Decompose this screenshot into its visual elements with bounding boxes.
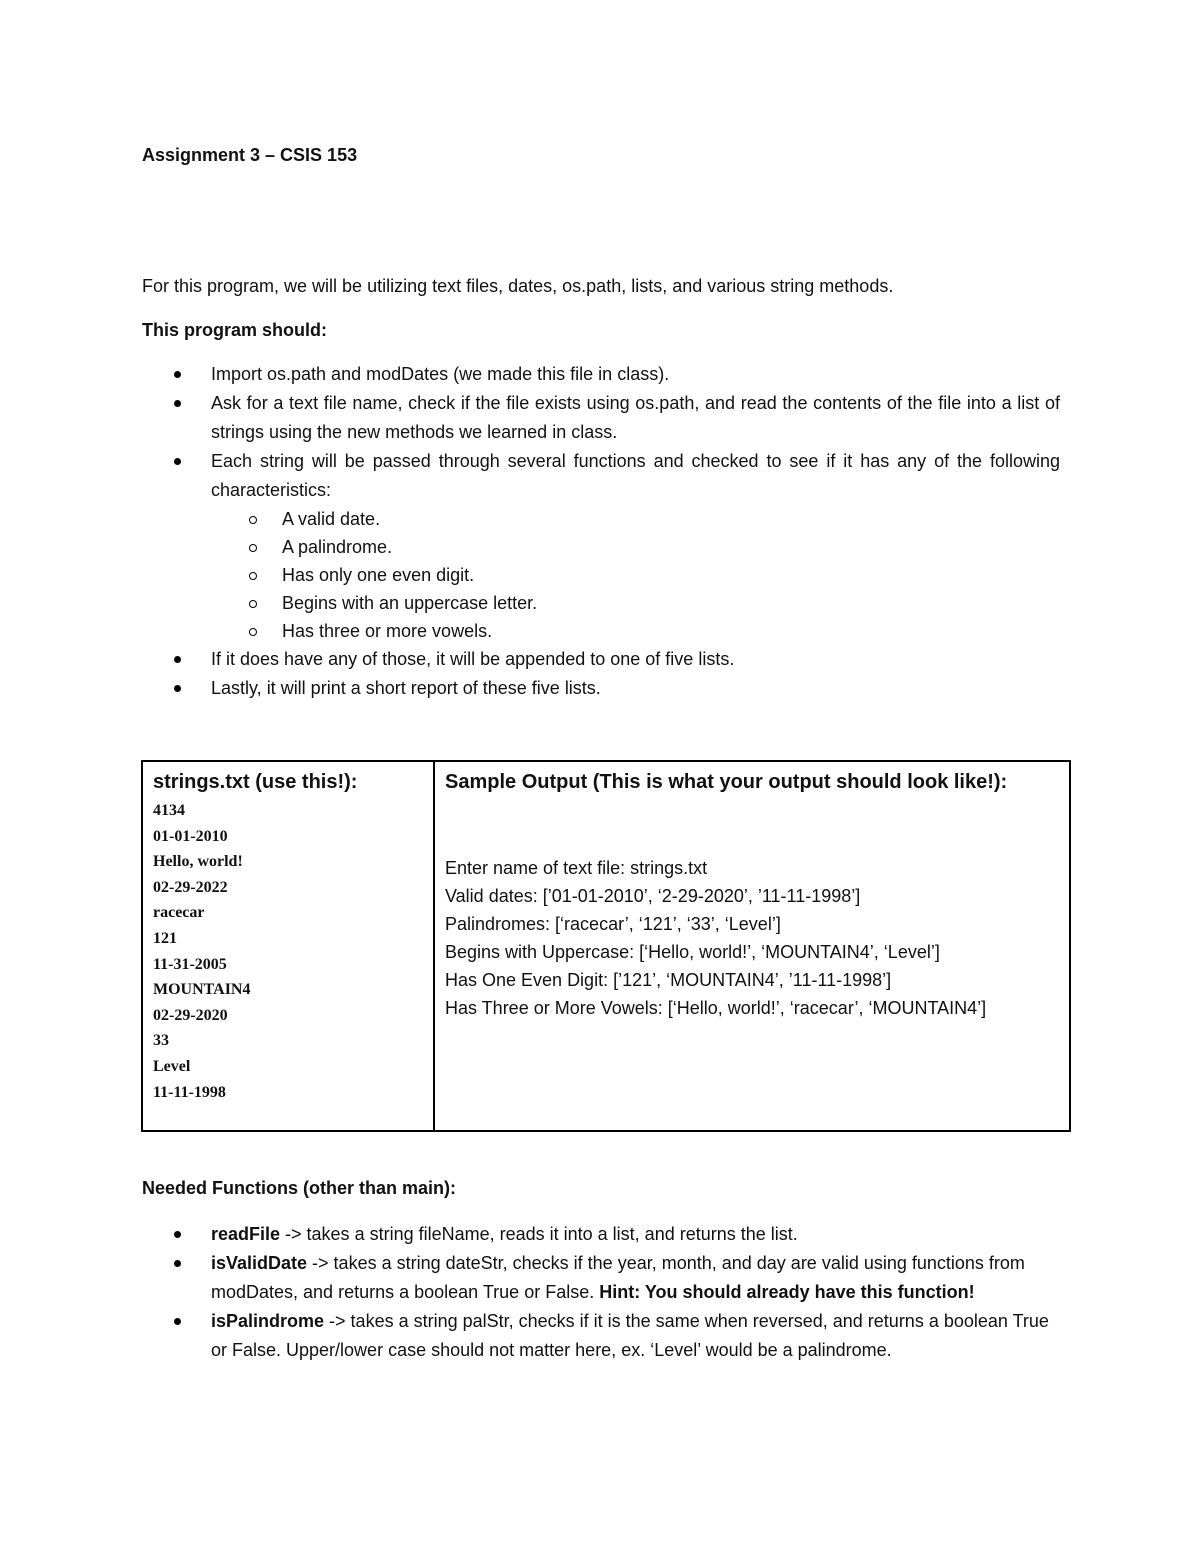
string-line: 02-29-2022: [153, 878, 228, 896]
output-line: Has Three or More Vowels: [‘Hello, world!’, ‘racecar’, ‘MOUNTAIN4’]: [445, 998, 987, 1018]
function-description: -> takes a string palStr, checks if it is the same when reversed, and returns a boolean True or False. Upper/lower case should not matter here, ex. ‘Level’ would be a palindrome.: [211, 1311, 1049, 1360]
string-line: racecar: [153, 904, 205, 922]
sample-output-heading: Sample Output (This is what your output should look like!):: [445, 771, 1008, 793]
bullet-icon: [174, 371, 181, 378]
strings-cell: [142, 761, 434, 1131]
bullet-icon: [174, 685, 181, 692]
string-line: Level: [153, 1057, 191, 1075]
string-line: 11-31-2005: [153, 955, 227, 973]
list-item: Ask for a text file name, check if the file exists using os.path, and read the contents of the file into a list of strings using the new methods we learned in class.: [142, 389, 1060, 447]
list-item: [142, 1307, 1060, 1365]
list-item: [142, 1249, 1060, 1307]
list-item: Import os.path and modDates (we made this file in class).: [142, 360, 1060, 389]
list-item: Has three or more vowels.: [211, 617, 1060, 645]
characteristics-list: [211, 505, 1060, 645]
string-line: MOUNTAIN4: [153, 981, 251, 999]
bullet-icon: [174, 1231, 181, 1238]
hint-text: Hint: You should already have this function!: [599, 1282, 975, 1302]
intro-paragraph: For this program, we will be utilizing text files, dates, os.path, lists, and various string methods.: [142, 276, 894, 296]
sample-output-cell: [434, 761, 1070, 1131]
functions-list: [142, 1220, 1060, 1365]
bullet-icon: [174, 458, 181, 465]
bullet-icon: [174, 400, 181, 407]
bullet-icon: [174, 1260, 181, 1267]
string-line: 121: [153, 929, 177, 947]
output-line: Valid dates: [’01-01-2010’, ‘2-29-2020’, ’11-11-1998’]: [445, 886, 861, 906]
circle-bullet-icon: [249, 544, 257, 552]
function-name: isValidDate: [211, 1253, 308, 1273]
list-item: Lastly, it will print a short report of these five lists.: [142, 674, 1060, 703]
list-item: Each string will be passed through several functions and checked to see if it has any of the following characteristics: A valid date. A palindrome. Has only one even digit. Begins with an uppercase letter. Has three or more vowels.: [142, 447, 1060, 645]
circle-bullet-icon: [249, 628, 257, 636]
list-item: Begins with an uppercase letter.: [211, 589, 1060, 617]
requirements-heading: This program should:: [142, 320, 328, 340]
circle-bullet-icon: [249, 572, 257, 580]
string-line: 33: [153, 1032, 169, 1050]
example-table: [141, 760, 1071, 1132]
string-line: 02-29-2020: [153, 1006, 228, 1024]
strings-heading: strings.txt (use this!):: [153, 771, 358, 793]
list-item: A palindrome.: [211, 533, 1060, 561]
functions-heading: Needed Functions (other than main):: [142, 1178, 457, 1198]
function-name: readFile: [211, 1224, 281, 1244]
string-line: 01-01-2010: [153, 827, 228, 845]
function-name: isPalindrome: [211, 1311, 325, 1331]
string-line: 4134: [153, 802, 185, 819]
circle-bullet-icon: [249, 516, 257, 524]
list-item: A valid date.: [211, 505, 1060, 533]
output-line: Palindromes: [‘racecar’, ‘121’, ‘33’, ‘Level’]: [445, 914, 781, 934]
output-line: Enter name of text file: strings.txt: [445, 858, 708, 878]
list-item: Has only one even digit.: [211, 561, 1060, 589]
requirements-list: [142, 360, 1060, 703]
function-description: -> takes a string dateStr, checks if the year, month, and day are valid using functions from modDates, and returns a boolean True or False.: [211, 1253, 1025, 1302]
string-line: Hello, world!: [153, 853, 243, 871]
bullet-icon: [174, 656, 181, 663]
function-description: -> takes a string fileName, reads it into a list, and returns the list.: [280, 1224, 798, 1244]
output-line: Begins with Uppercase: [‘Hello, world!’, ‘MOUNTAIN4’, ‘Level’]: [445, 942, 940, 962]
bullet-icon: [174, 1318, 181, 1325]
circle-bullet-icon: [249, 600, 257, 608]
page-title: Assignment 3 – CSIS 153: [142, 145, 358, 165]
list-item: If it does have any of those, it will be appended to one of five lists.: [142, 645, 1060, 674]
list-item: [142, 1220, 1060, 1249]
string-line: 11-11-1998: [153, 1083, 226, 1101]
output-line: Has One Even Digit: [’121’, ‘MOUNTAIN4’, ’11-11-1998’]: [445, 970, 892, 990]
